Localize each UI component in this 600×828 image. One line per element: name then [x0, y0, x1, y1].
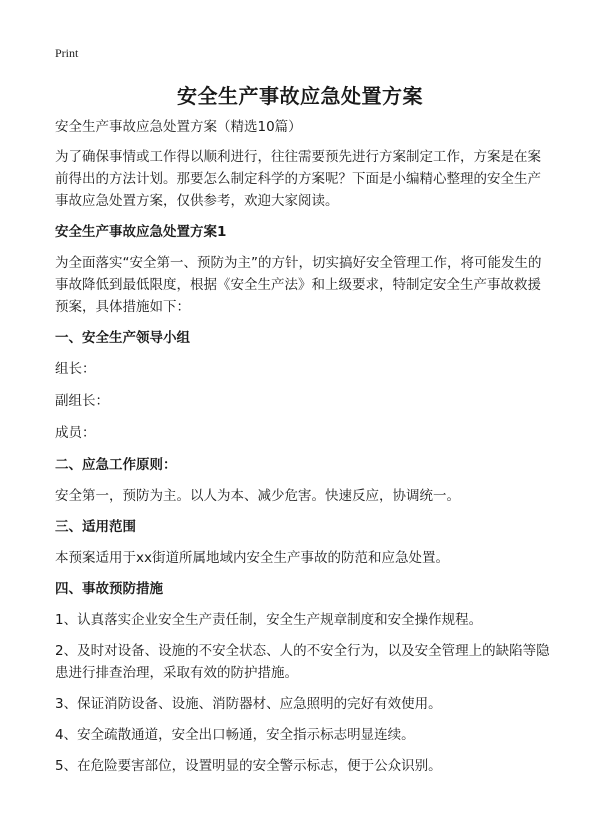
- leader-field: 组长：: [55, 361, 96, 377]
- print-label: Print: [55, 46, 79, 60]
- principles-paragraph: 安全第一，预防为主。以人为本、减少危害。快速反应，协调统一。: [55, 488, 460, 504]
- scope-paragraph: 本预案适用于xx街道所属地域内安全生产事故的防范和应急处置。: [55, 550, 449, 566]
- section-heading-leadership: 一、安全生产领导小组: [55, 330, 190, 346]
- document-subtitle: 安全生产事故应急处置方案（精选10篇）: [55, 119, 302, 135]
- page-title: 安全生产事故应急处置方案: [177, 84, 423, 108]
- plan-heading: 安全生产事故应急处置方案1: [55, 224, 227, 240]
- deputy-leader-field: 副组长：: [55, 393, 109, 409]
- list-item: 1、认真落实企业安全生产责任制，安全生产规章制度和安全操作规程。: [55, 612, 483, 628]
- list-item: 3、保证消防设备、设施、消防器材、应急照明的完好有效使用。: [55, 696, 442, 712]
- list-item: 2、及时对设备、设施的不安全状态、人的不安全行为，以及安全管理上的缺陷等隐患进行排查治理，采取有效的防护措施。: [55, 643, 550, 681]
- document-body: [55, 116, 550, 786]
- list-item: 5、在危险要害部位，设置明显的安全警示标志，便于公众识别。: [55, 758, 442, 774]
- members-field: 成员：: [55, 425, 96, 441]
- section-heading-prevention: 四、事故预防措施: [55, 581, 163, 597]
- list-item: 4、安全疏散通道，安全出口畅通，安全指示标志明显连续。: [55, 727, 415, 743]
- intro-paragraph: 为了确保事情或工作得以顺利进行，往往需要预先进行方案制定工作，方案是在案前得出的方法计划。那要怎么制定科学的方案呢？下面是小编精心整理的安全生产事故应急处置方案，仅供参考，欢迎大家阅读。: [55, 149, 541, 209]
- plan-intro-paragraph: 为全面落实“安全第一、预防为主”的方针，切实搞好安全管理工作，将可能发生的事故降低到最低限度，根据《安全生产法》和上级要求，特制定安全生产事故救援预案，具体措施如下：: [55, 255, 542, 315]
- section-heading-principles: 二、应急工作原则：: [55, 457, 177, 473]
- section-heading-scope: 三、适用范围: [55, 519, 136, 535]
